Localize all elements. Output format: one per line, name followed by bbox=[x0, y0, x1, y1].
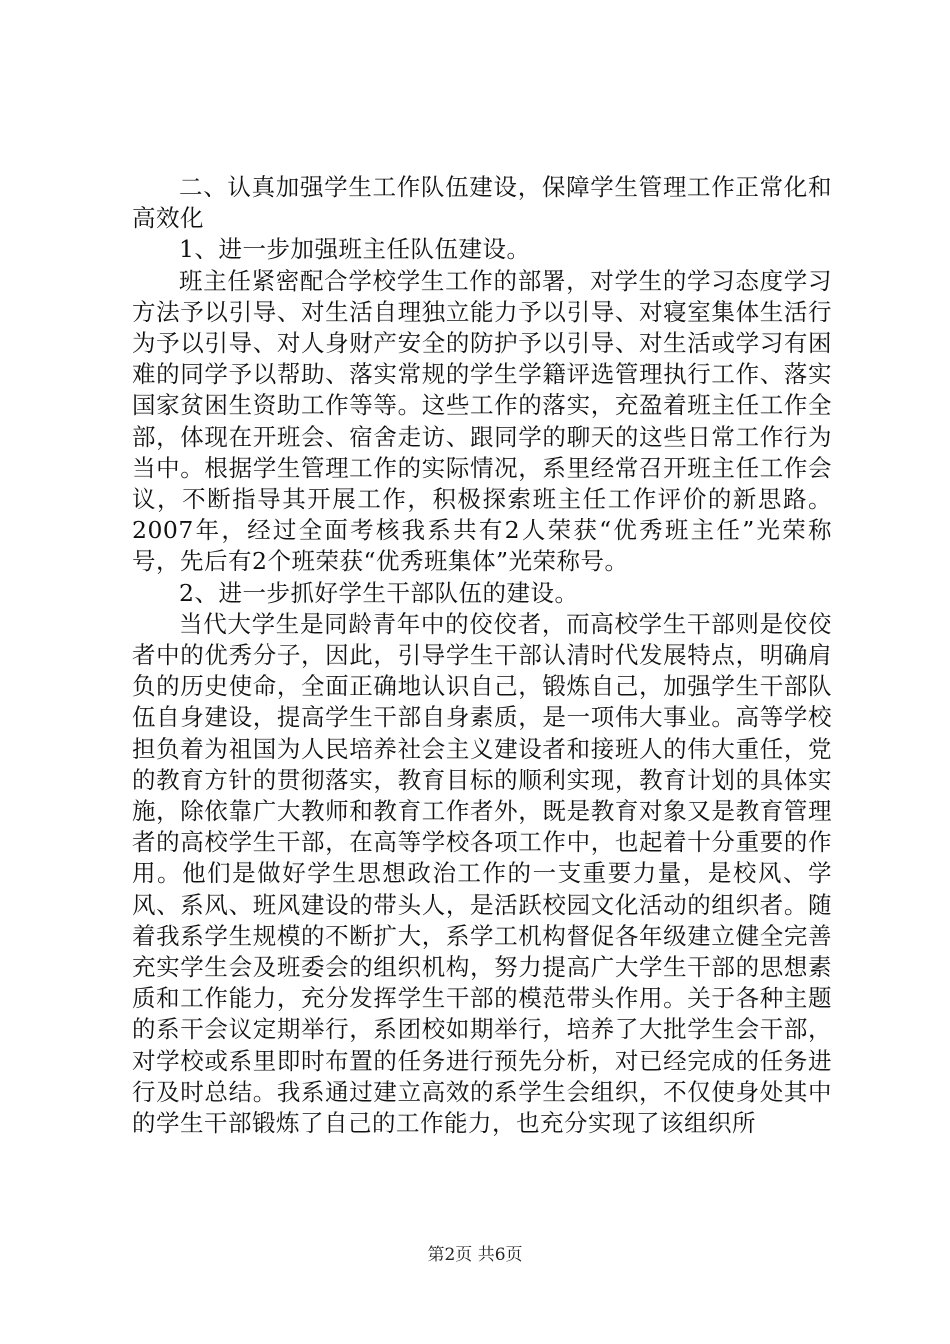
subsection-heading-student-cadre: 2、进一步抓好学生干部队伍的建设。 bbox=[179, 578, 579, 607]
section-heading: 二、认真加强学生工作队伍建设，保障学生管理工作正常化和高效化 bbox=[132, 173, 832, 233]
page-number-footer: 第2页 共6页 bbox=[427, 1245, 523, 1265]
body-paragraph-class-teacher: 班主任紧密配合学校学生工作的部署，对学生的学习态度学习方法予以引导、对生活自理独立能力予以引导、对寝室集体生活行为予以引导、对人身财产安全的防护予以引导、对生活或学习有困难的同学予以帮助、落实常规的学生学籍评选管理执行工作、落实国家贫困生资助工作等等。这些工作的落实，充盈着班主任工作全部，体现在开班会、宿舍走访、跟同学的聊天的这些日常工作行为当中。根据学生管理工作的实际情况，系里经常召开班主任工作会议，不断指导其开展工作，积极探索班主任工作评价的新思路。2007年，经过全面考核我系共有2人荣获“优秀班主任”光荣称号，先后有2个班荣获“优秀班集体”光荣称号。 bbox=[132, 266, 832, 576]
body-paragraph-student-cadre: 当代大学生是同龄青年中的佼佼者，而高校学生干部则是佼佼者中的优秀分子，因此，引导学生干部认清时代发展特点，明确肩负的历史使命，全面正确地认识自己，锻炼自己，加强学生干部队伍自身建设，提高学生干部自身素质，是一项伟大事业。高等学校担负着为祖国为人民培养社会主义建设者和接班人的伟大重任，党的教育方针的贯彻落实，教育目标的顺利实现，教育计划的具体实施，除依靠广大教师和教育工作者外，既是教育对象又是教育管理者的高校学生干部，在高等学校各项工作中，也起着十分重要的作用。他们是做好学生思想政治工作的一支重要力量，是校风、学风、系风、班风建设的带头人，是活跃校园文化活动的组织者。随着我系学生规模的不断扩大，系学工机构督促各年级建立健全完善充实学生会及班委会的组织机构，努力提高广大学生干部的思想素质和工作能力，充分发挥学生干部的模范带头作用。关于各种主题的系干会议定期举行，系团校如期举行，培养了大批学生会干部，对学校或系里即时布置的任务进行预先分析，对已经完成的任务进行及时总结。我系通过建立高效的系学生会组织，不仅使身处其中的学生干部锻炼了自己的工作能力，也充分实现了该组织所 bbox=[132, 609, 832, 1138]
document-body bbox=[132, 172, 832, 1139]
subsection-heading-class-teacher: 1、进一步加强班主任队伍建设。 bbox=[179, 235, 531, 264]
